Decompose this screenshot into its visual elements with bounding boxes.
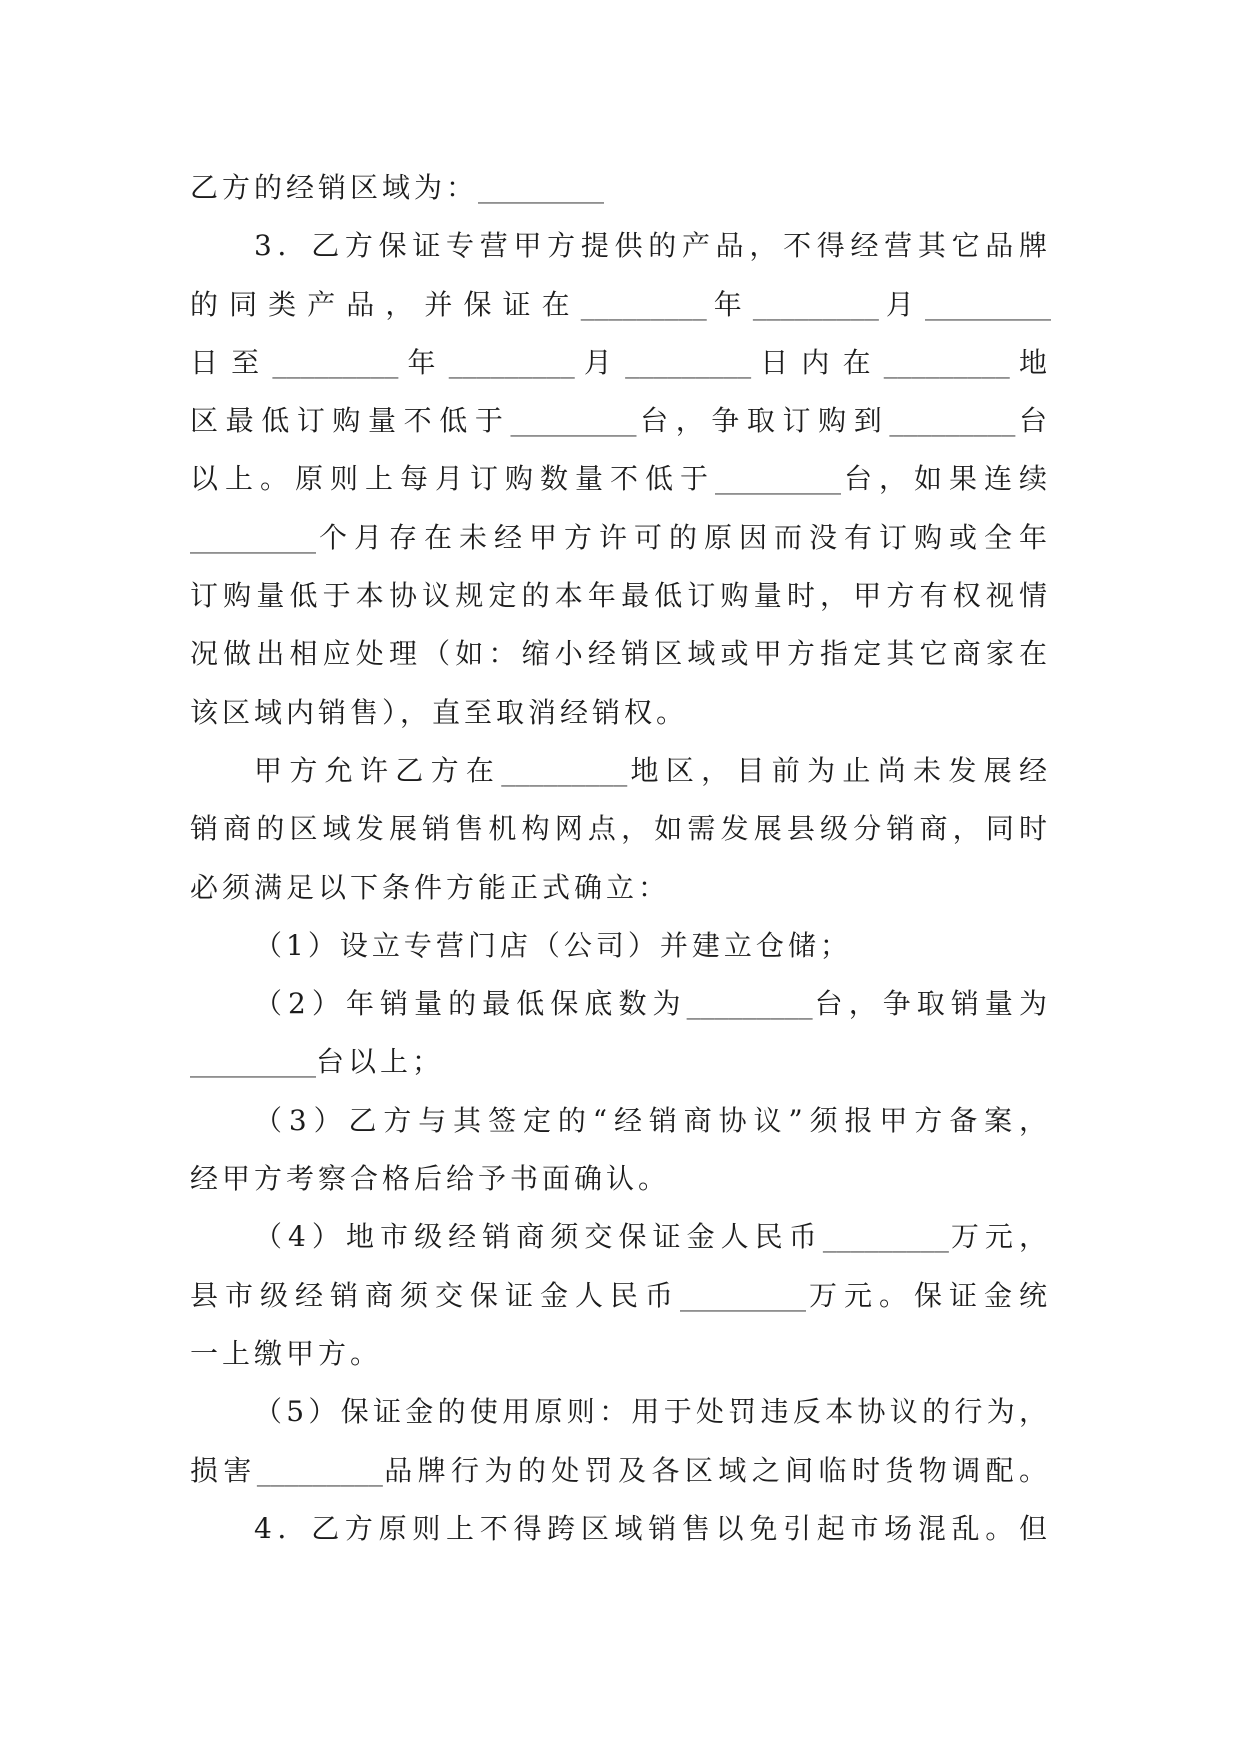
fill-in-blank: _________ bbox=[883, 345, 1010, 379]
text-line: 以上。原则上每月订购数量不低于_________台，如果连续 bbox=[190, 462, 1051, 496]
fill-in-blank: _________ bbox=[256, 1453, 383, 1487]
text-line: （4）地市级经销商须交保证金人民币_________万元， bbox=[254, 1220, 1051, 1254]
text-line: （2）年销量的最低保底数为_________台，争取销量为 bbox=[254, 987, 1051, 1021]
fill-in-blank: _________ bbox=[580, 287, 707, 321]
fill-in-blank: _________ bbox=[478, 171, 605, 204]
fill-in-blank: _________ bbox=[679, 1278, 806, 1312]
fill-in-blank: _________ bbox=[448, 345, 575, 379]
fill-in-blank: _________ bbox=[272, 345, 399, 379]
text-line: 经甲方考察合格后给予书面确认。 bbox=[190, 1162, 671, 1196]
text-line: 一上缴甲方。 bbox=[190, 1336, 383, 1370]
paragraph-condition-1 bbox=[190, 917, 1051, 975]
fill-in-blank: _________ bbox=[714, 462, 841, 496]
text-line: 的同类产品，并保证在_________年_________月_________ bbox=[190, 287, 1051, 321]
text-line: 甲方允许乙方在_________地区，目前为止尚未发展经 bbox=[254, 753, 1051, 787]
fill-in-blank: _________ bbox=[190, 1045, 316, 1079]
text-line: 4．乙方原则上不得跨区域销售以免引起市场混乱。但 bbox=[254, 1511, 1051, 1545]
text-line: 3．乙方保证专营甲方提供的产品，不得经营其它品牌 bbox=[254, 229, 1051, 263]
text-line: 损害_________品牌行为的处罚及各区域之间临时货物调配。 bbox=[190, 1453, 1051, 1487]
text-line: 日至_________年_________月_________日内在_________地 bbox=[190, 345, 1051, 379]
text-line: _________台以上； bbox=[190, 1045, 445, 1079]
text-line: 销商的区域发展销售机构网点，如需发展县级分销商，同时 bbox=[190, 812, 1051, 846]
fill-in-blank: _________ bbox=[889, 404, 1016, 438]
text-line: （5）保证金的使用原则：用于处罚违反本协议的行为， bbox=[254, 1395, 1051, 1429]
text-line: （1）设立专营门店（公司）并建立仓储； bbox=[254, 928, 852, 962]
fill-in-blank: _________ bbox=[510, 404, 637, 438]
paragraph-clause-3 bbox=[190, 217, 1051, 742]
fill-in-blank: _________ bbox=[924, 287, 1051, 321]
fill-in-blank: _________ bbox=[822, 1220, 949, 1254]
paragraph-condition-5 bbox=[190, 1383, 1051, 1500]
text-line: 必须满足以下条件方能正式确立： bbox=[190, 870, 671, 904]
fill-in-blank: _________ bbox=[625, 345, 752, 379]
text-line: 订购量低于本协议规定的本年最低订购量时，甲方有权视情 bbox=[190, 579, 1051, 613]
text-line: 乙方的经销区域为：_________ bbox=[190, 171, 605, 204]
paragraph-branch-network bbox=[190, 742, 1051, 917]
text-line: 该区域内销售），直至取消经销权。 bbox=[190, 695, 689, 729]
fill-in-blank: _________ bbox=[501, 753, 628, 787]
text-line: _________个月存在未经甲方许可的原因而没有订购或全年 bbox=[190, 520, 1051, 554]
paragraph-clause-4 bbox=[190, 1500, 1051, 1558]
paragraph-sales-region bbox=[190, 159, 1051, 217]
document-body bbox=[190, 159, 1051, 1558]
fill-in-blank: _________ bbox=[686, 987, 813, 1021]
text-line: 况做出相应处理（如：缩小经销区域或甲方指定其它商家在 bbox=[190, 637, 1051, 671]
text-line: 区最低订购量不低于_________台，争取订购到_________台 bbox=[190, 404, 1051, 438]
paragraph-condition-4 bbox=[190, 1208, 1051, 1383]
text-line: 县市级经销商须交保证金人民币_________万元。保证金统 bbox=[190, 1278, 1051, 1312]
fill-in-blank: _________ bbox=[752, 287, 879, 321]
text-line: （3）乙方与其签定的“经销商协议”须报甲方备案， bbox=[254, 1103, 1051, 1137]
paragraph-condition-3 bbox=[190, 1092, 1051, 1209]
paragraph-condition-2 bbox=[190, 975, 1051, 1092]
fill-in-blank: _________ bbox=[190, 520, 316, 554]
